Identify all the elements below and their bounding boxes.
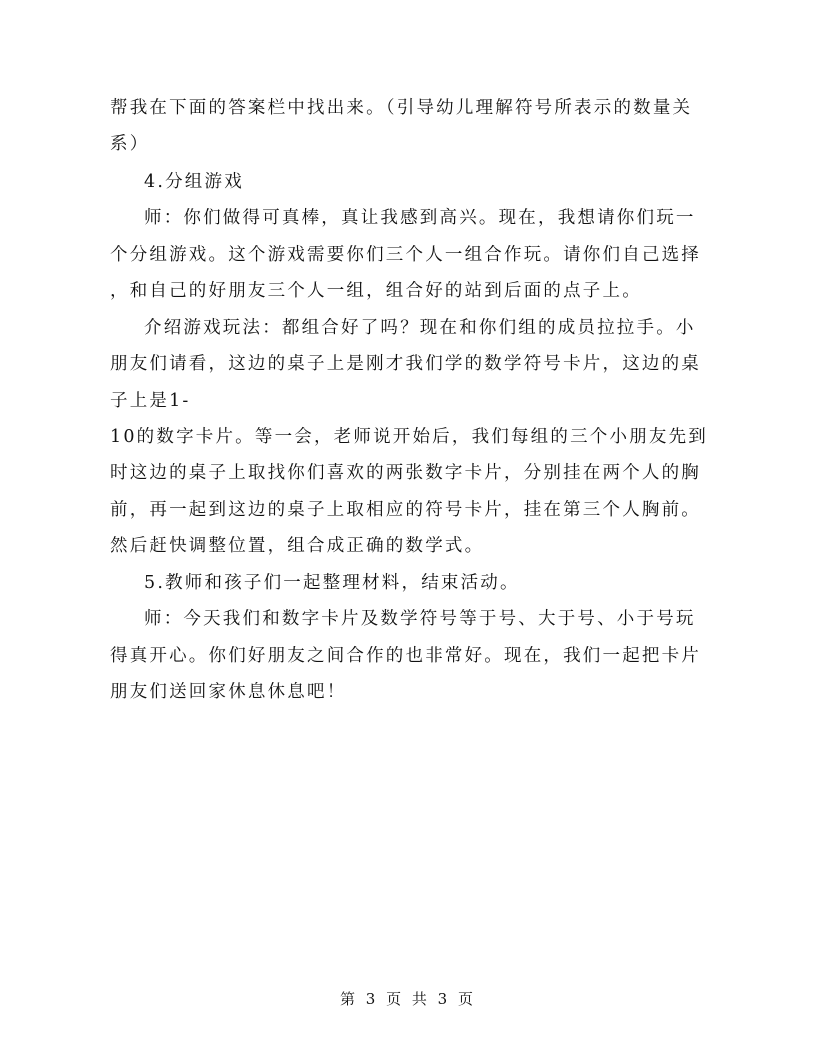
body-text-line: 然后赶快调整位置，组合成正确的数学式。 — [110, 536, 485, 556]
body-text-line: 子上是1- — [110, 391, 191, 411]
body-text-line: 师：你们做得可真棒，真让我感到高兴。现在，我想请你们玩一 — [144, 208, 696, 228]
section-heading: 5.教师和孩子们一起整理材料，结束活动。 — [144, 573, 520, 593]
body-text-line: ，和自己的好朋友三个人一组，组合好的站到后面的点子上。 — [110, 281, 642, 301]
body-text-line: 10的数字卡片。等一会，老师说开始后，我们每组的三个小朋友先到 — [110, 427, 708, 447]
body-text-line: 得真开心。你们好朋友之间合作的也非常好。现在，我们一起把卡片 — [110, 646, 701, 666]
body-text-line: 帮我在下面的答案栏中找出来。（引导幼儿理解符号所表示的数量关 — [110, 98, 693, 118]
body-text-line: 时这边的桌子上取找你们喜欢的两张数字卡片，分别挂在两个人的胸 — [110, 463, 701, 483]
body-text-line: 朋友们送回家休息休息吧！ — [110, 682, 347, 702]
body-text-line: 系） — [110, 134, 150, 154]
body-text-line: 介绍游戏玩法：都组合好了吗？现在和你们组的成员拉拉手。小 — [144, 318, 696, 338]
body-text-line: 前，再一起到这边的桌子上取相应的符号卡片，挂在第三个人胸前。 — [110, 500, 701, 520]
body-text-line: 朋友们请看，这边的桌子上是刚才我们学的数学符号卡片，这边的桌 — [110, 354, 701, 374]
body-text-line: 个分组游戏。这个游戏需要你们三个人一组合作玩。请你们自己选择 — [110, 245, 701, 265]
section-heading: 4.分组游戏 — [144, 172, 244, 192]
page-number-footer: 第 3 页 共 3 页 — [340, 990, 476, 1008]
body-text-line: 师：今天我们和数字卡片及数学符号等于号、大于号、小于号玩 — [144, 609, 696, 629]
